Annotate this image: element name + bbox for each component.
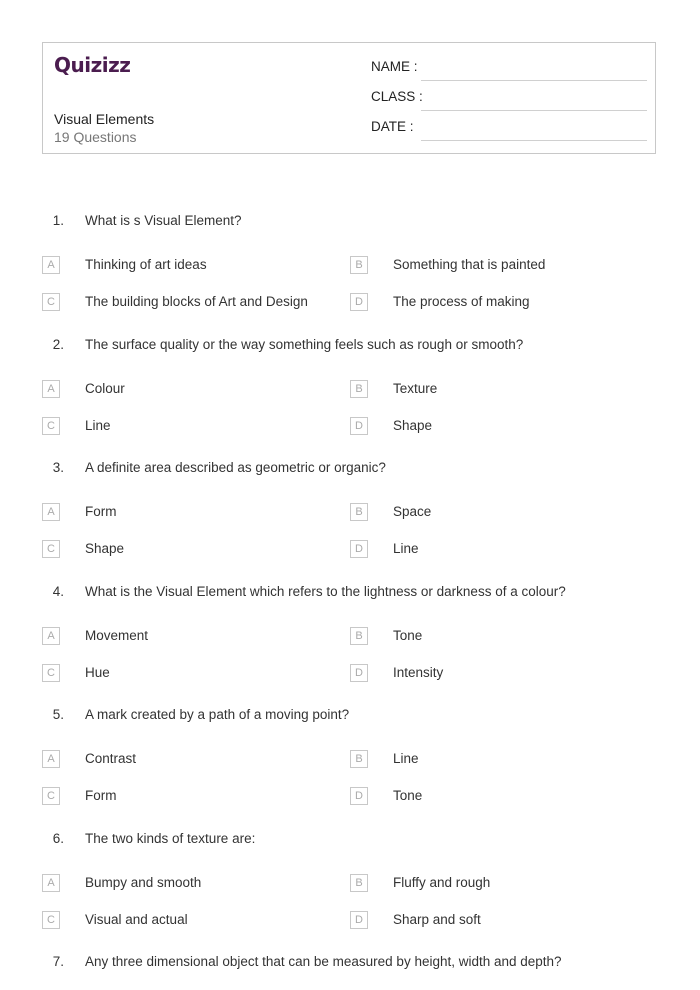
option-letter-box[interactable]: B [350,627,368,645]
question-number: 2. [52,336,64,352]
option-text: Space [393,504,432,519]
option-letter-box[interactable]: A [42,627,60,645]
option-letter-box[interactable]: B [350,256,368,274]
date-label: DATE : [371,119,414,134]
question-text: A definite area described as geometric or organic? [85,460,386,475]
option-text: Line [393,751,419,766]
name-label: NAME : [371,59,418,74]
option-text: Colour [85,380,125,396]
option-text: Form [85,504,117,519]
option-letter-box[interactable]: C [42,293,60,311]
date-field[interactable] [371,119,647,141]
option-letter-box[interactable]: A [42,874,60,892]
option-text: Shape [393,417,433,433]
option-letter-box[interactable]: C [42,540,60,558]
question-text: What is s Visual Element? [85,213,242,228]
option-letter-box[interactable]: C [42,787,60,805]
question [0,337,700,361]
question-text: A mark created by a path of a moving point? [85,707,350,722]
class-line[interactable] [421,110,647,111]
option-text: Contrast [85,751,137,766]
question [0,954,700,978]
question [0,831,700,855]
option-text: Tone [393,788,423,803]
option-text: Sharp and soft [393,911,481,927]
option-letter-box[interactable]: C [42,664,60,682]
worksheet-title: Visual Elements [54,111,155,127]
option-text: The process of making [393,294,530,309]
question-text: The two kinds of texture are: [85,830,256,846]
quizizz-logo: Quizizz [54,53,131,77]
option-text: The building blocks of Art and Design [85,294,308,309]
option-text: Shape [85,541,125,556]
option-text: Fluffy and rough [393,874,491,890]
option-text: Hue [85,664,110,680]
option-letter-box[interactable]: A [42,256,60,274]
question-number: 7. [52,954,64,969]
option-letter-box[interactable]: B [350,380,368,398]
option-text: Movement [85,627,149,643]
option-letter-box[interactable]: D [350,540,368,558]
question-text: Any three dimensional object that can be measured by height, width and depth? [85,954,562,969]
question-number: 1. [52,213,64,228]
option-letter-box[interactable]: A [42,750,60,768]
question [0,707,700,731]
question [0,584,700,608]
option-text: Texture [393,380,438,396]
question-number: 6. [52,830,64,846]
question [0,213,700,237]
option-text: Line [393,541,419,556]
option-letter-box[interactable]: C [42,911,60,929]
question [0,460,700,484]
option-letter-box[interactable]: A [42,503,60,521]
option-letter-box[interactable]: D [350,293,368,311]
option-letter-box[interactable]: D [350,787,368,805]
question-text: The surface quality or the way something feels such as rough or smooth? [85,336,524,352]
date-line[interactable] [421,140,647,141]
option-letter-box[interactable]: D [350,417,368,435]
class-field[interactable] [371,89,647,111]
option-letter-box[interactable]: D [350,911,368,929]
option-text: Bumpy and smooth [85,874,202,890]
question-number: 4. [52,583,64,599]
option-text: Thinking of art ideas [85,257,207,272]
option-text: Visual and actual [85,911,188,927]
option-letter-box[interactable]: C [42,417,60,435]
option-text: Tone [393,627,423,643]
option-text: Form [85,788,117,803]
class-label: CLASS : [371,89,423,104]
option-text: Line [85,417,111,433]
option-text: Intensity [393,664,444,680]
option-text: Something that is painted [393,257,546,272]
question-number: 5. [52,707,64,722]
question-count: 19 Questions [54,129,137,145]
option-letter-box[interactable]: B [350,874,368,892]
question-number: 3. [52,460,64,475]
name-line[interactable] [421,80,647,81]
option-letter-box[interactable]: D [350,664,368,682]
option-letter-box[interactable]: B [350,750,368,768]
question-text: What is the Visual Element which refers to the lightness or darkness of a colour? [85,583,566,599]
name-field[interactable] [371,59,647,81]
option-letter-box[interactable]: A [42,380,60,398]
option-letter-box[interactable]: B [350,503,368,521]
worksheet-header [42,42,656,154]
